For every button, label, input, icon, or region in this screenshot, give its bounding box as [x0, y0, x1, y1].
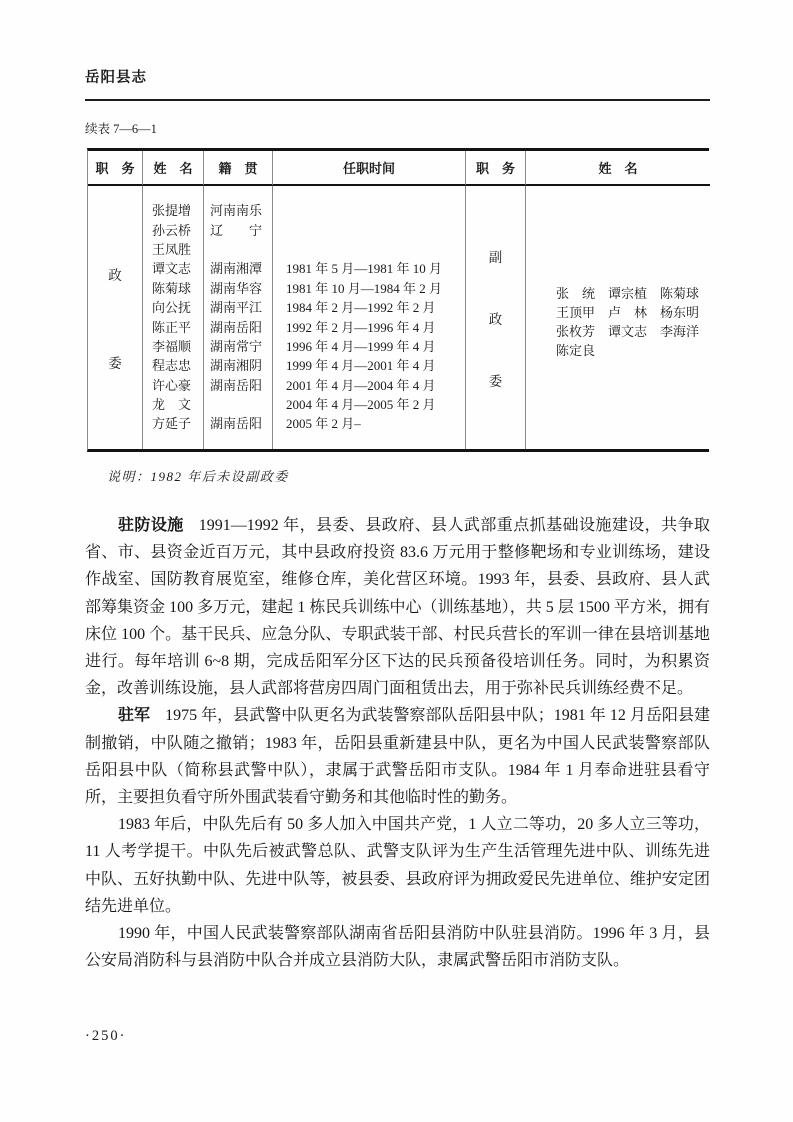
roster-name: 陈菊球	[152, 280, 192, 296]
roster-name: 许心豪	[152, 377, 192, 393]
roster-name: 陈正平	[152, 319, 192, 335]
paragraph-text: 1991—1992 年，县委、县政府、县人武部重点抓基础设施建设，共争取省、市、县资金近百万元，其中县政府投资 83.6 万元用于整修靶场和专业训练场，建设作战室、国防教育展览室，维修仓库，美化营区环境。1993 年，县委、县政府、县人武部筹集资金 100 多万元，建起 1 栋民兵训练中心（训练基地），共 5 层 1500 平方米，拥有床位 100 个。基干民兵、应急分队、专职武装干部、村民兵营长的军训一律在县培训基地进行。每年培训 6~8 期，完成岳阳军分区下达的民兵预备役培训任务。同时，为积累资金，改善训练设施，县人武部将营房四周门面租赁出去，用于弥补民兵训练经费不足。	[85, 517, 710, 698]
deputy-names-cell	[525, 186, 710, 449]
roster-origin	[210, 395, 272, 414]
column-header-duty: 职 务	[88, 151, 142, 186]
roster-tenure: 2001 年 4 月—2004 年 4 月	[286, 377, 436, 393]
deputy-names-line: 王顶甲 卢 林 杨东明	[556, 305, 700, 320]
paragraph-awards	[85, 811, 710, 920]
roster-tenure: 2004 年 4 月—2005 年 2 月	[286, 397, 436, 413]
article	[85, 512, 710, 974]
page-number: ·250·	[85, 1028, 127, 1044]
column-header-origin: 籍 贯	[203, 151, 272, 186]
duty-char: 副	[488, 249, 503, 265]
roster-name: 孙云桥	[152, 222, 192, 238]
deputy-names-line: 张枚芳 谭文志 李海洋	[556, 324, 700, 339]
book-title: 岳阳县志	[85, 70, 147, 86]
roster-tenures-cell	[272, 186, 465, 449]
column-header-tenure: 任职时间	[272, 151, 465, 186]
duty-cell-deputy-political-commissar	[465, 186, 525, 449]
roster-origin: 湖南华容	[210, 280, 263, 296]
roster-origins-cell	[203, 186, 272, 449]
roster-name: 方延子	[152, 416, 192, 432]
roster-tenure	[286, 240, 465, 259]
roster-origin: 湖南常宁	[210, 338, 263, 354]
roster-name: 李福顺	[152, 338, 192, 354]
roster-tenure: 1981 年 10 月—1984 年 2 月	[286, 280, 443, 296]
duty-char: 委	[108, 355, 122, 371]
roster-tenure: 1996 年 4 月—1999 年 4 月	[286, 338, 436, 354]
roster-origin	[210, 240, 272, 259]
roster-tenure: 1981 年 5 月—1981 年 10 月	[286, 261, 443, 277]
roster-tenure: 1992 年 2 月—1996 年 4 月	[286, 319, 436, 335]
deputy-names-line: 张 统 谭宗植 陈菊球	[556, 286, 700, 301]
officials-table	[87, 148, 709, 452]
roster-names-cell	[142, 186, 203, 449]
roster-name: 谭文志	[152, 261, 192, 277]
roster-name: 龙 文	[152, 397, 192, 413]
paragraph-text: 1983 年后，中队先后有 50 多人加入中国共产党，1 人立二等功，20 多人立三等功，11 人考学提干。中队先后被武警总队、武警支队评为生产生活管理先进中队、训练先进中队、五好执勤中队、先进中队等，被县委、县政府评为拥政爱民先进单位、维护安定团结先进单位。	[85, 816, 710, 915]
duty-char: 政	[488, 311, 503, 327]
roster-origin: 湖南岳阳	[210, 319, 263, 335]
roster-tenure	[286, 201, 465, 220]
paragraph-lead: 驻军	[118, 707, 151, 725]
duty-cell-political-commissar	[88, 186, 142, 449]
paragraph-text: 1990 年，中国人民武装警察部队湖南省岳阳县消防中队驻县消防。1996 年 3 月，县公安局消防科与县消防中队合并成立县消防大队，隶属武警岳阳市消防支队。	[85, 925, 710, 970]
deputy-names-line: 陈定良	[556, 343, 596, 358]
paragraph-text: 1975 年，县武警中队更名为武装警察部队岳阳县中队；1981 年 12 月岳阳县建制撤销，中队随之撤销；1983 年，岳阳县重新建县中队，更名为中国人民武装警察部队岳阳县中队（简称县武警中队），隶属于武警岳阳市支队。1984 年 1 月奉命进驻县看守所，主要担负看守所外围武装看守勤务和其他临时性的勤务。	[85, 707, 710, 807]
roster-origin: 湖南湘潭	[210, 261, 263, 277]
table-note: 说明：1982 年后未设副政委	[107, 469, 289, 484]
roster-name: 王凤胜	[152, 241, 192, 257]
paragraph-garrison-troops	[85, 702, 710, 811]
header-rule	[85, 99, 710, 101]
roster-tenure: 2005 年 2 月–	[286, 416, 361, 432]
paragraph-fire-brigade	[85, 920, 710, 974]
roster-origin: 河南南乐	[210, 203, 263, 219]
roster-origin: 辽 宁	[210, 222, 263, 238]
roster-tenure: 1999 年 4 月—2001 年 4 月	[286, 358, 436, 374]
roster-origin: 湖南湘阴	[210, 358, 263, 374]
roster-tenure: 1984 年 2 月—1992 年 2 月	[286, 300, 436, 316]
roster-origin: 湖南平江	[210, 300, 263, 316]
roster-name: 向公抚	[152, 300, 192, 316]
paragraph-garrison-facilities	[85, 512, 710, 702]
paragraph-lead: 驻防设施	[118, 517, 184, 534]
roster-origin: 湖南岳阳	[210, 416, 263, 432]
duty-char: 政	[108, 267, 122, 283]
column-header-duty-right: 职 务	[465, 151, 525, 186]
duty-char: 委	[488, 373, 503, 389]
column-header-name: 姓 名	[142, 151, 203, 186]
roster-name: 张提增	[152, 203, 192, 219]
roster-origin: 湖南岳阳	[210, 377, 263, 393]
roster-name: 程志忠	[152, 358, 192, 374]
roster-tenure	[286, 221, 465, 240]
table-continuation-label: 续表 7—6—1	[85, 122, 157, 136]
column-header-name-right: 姓 名	[525, 151, 710, 186]
